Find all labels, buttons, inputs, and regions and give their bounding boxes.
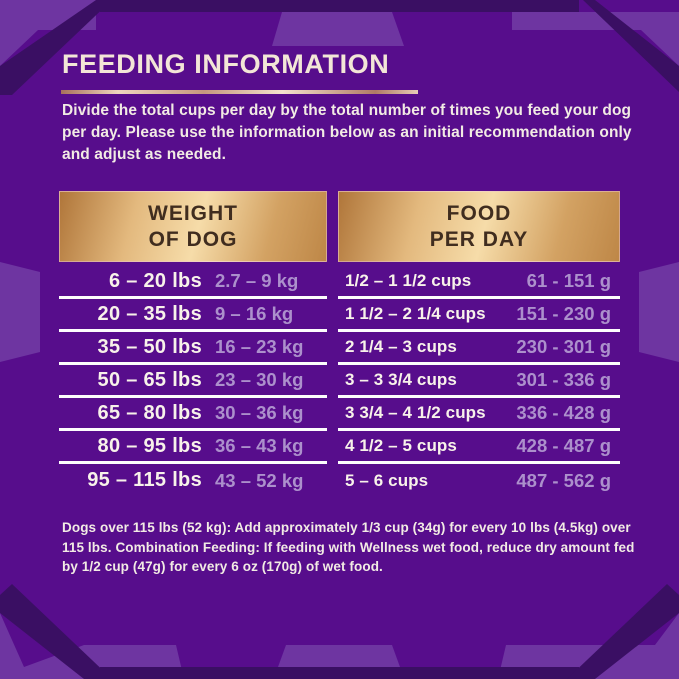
weight-row xyxy=(59,398,327,431)
feeding-table xyxy=(59,191,620,497)
page-title: FEEDING INFORMATION xyxy=(62,49,390,79)
weight-lbs: 65 – 80 lbs xyxy=(97,401,202,424)
food-grams: 336 - 428 g xyxy=(516,402,611,423)
weight-row xyxy=(59,464,327,497)
food-grams: 230 - 301 g xyxy=(516,336,611,357)
food-column xyxy=(338,191,620,497)
weight-of-dog-header xyxy=(59,191,327,262)
weight-header-line2: OF DOG xyxy=(148,227,238,251)
food-row xyxy=(338,332,620,365)
footnote-body-2: If feeding with Wellness wet food, reduce dry amount fed by 1/2 cup (47g) for every 6 oz (170g) of wet food. xyxy=(62,539,635,575)
weight-lbs: 80 – 95 lbs xyxy=(97,434,202,457)
food-grams: 428 - 487 g xyxy=(516,435,611,456)
title-underline xyxy=(61,90,418,94)
footnote-text xyxy=(62,518,644,577)
food-grams: 301 - 336 g xyxy=(516,369,611,390)
weight-header-line1: WEIGHT xyxy=(148,201,238,225)
food-row xyxy=(338,431,620,464)
weight-kg: 16 – 23 kg xyxy=(215,336,304,357)
weight-kg: 9 – 16 kg xyxy=(215,303,294,324)
food-cups: 1/2 – 1 1/2 cups xyxy=(345,271,472,290)
weight-column xyxy=(59,191,327,497)
weight-rows xyxy=(59,266,327,497)
food-cups: 1 1/2 – 2 1/4 cups xyxy=(345,304,486,323)
food-row xyxy=(338,299,620,332)
weight-row xyxy=(59,266,327,299)
food-header-line1: FOOD xyxy=(446,201,512,225)
weight-lbs: 95 – 115 lbs xyxy=(87,469,202,491)
weight-row xyxy=(59,299,327,332)
weight-kg: 2.7 – 9 kg xyxy=(215,270,299,291)
food-row xyxy=(338,365,620,398)
food-cups: 3 – 3 3/4 cups xyxy=(345,370,457,389)
food-cups: 5 – 6 cups xyxy=(345,470,429,490)
footnote-body-1: Add approximately 1/3 cup (34g) for every 10 lbs (4.5kg) over 115 lbs. xyxy=(62,520,631,555)
food-row xyxy=(338,266,620,299)
food-grams: 487 - 562 g xyxy=(516,469,611,491)
footnote-lead-combination-feeding: Combination Feeding: xyxy=(115,539,260,555)
food-header-line2: PER DAY xyxy=(429,227,529,251)
weight-row xyxy=(59,431,327,464)
weight-row xyxy=(59,332,327,365)
footnote-lead-over-115: Dogs over 115 lbs (52 kg): xyxy=(62,520,232,535)
weight-kg: 30 – 36 kg xyxy=(215,402,304,423)
food-row xyxy=(338,464,620,497)
food-rows xyxy=(338,266,620,497)
food-per-day-header xyxy=(338,191,620,262)
food-cups: 3 3/4 – 4 1/2 cups xyxy=(345,403,486,422)
weight-lbs: 20 – 35 lbs xyxy=(97,302,202,325)
weight-lbs: 50 – 65 lbs xyxy=(97,368,202,391)
weight-kg: 43 – 52 kg xyxy=(215,469,304,491)
weight-kg: 36 – 43 kg xyxy=(215,435,304,456)
food-grams: 61 - 151 g xyxy=(526,270,611,291)
intro-text: Divide the total cups per day by the total number of times you feed your dog per day. Please use the information below as an initial recommendation only and adjust as needed. xyxy=(62,102,632,164)
weight-lbs: 6 – 20 lbs xyxy=(108,269,202,292)
weight-row xyxy=(59,365,327,398)
food-cups: 2 1/4 – 3 cups xyxy=(345,337,457,356)
food-cups: 4 1/2 – 5 cups xyxy=(345,436,457,455)
weight-kg: 23 – 30 kg xyxy=(215,369,304,390)
weight-lbs: 35 – 50 lbs xyxy=(97,335,202,358)
food-row xyxy=(338,398,620,431)
food-grams: 151 - 230 g xyxy=(516,303,611,324)
